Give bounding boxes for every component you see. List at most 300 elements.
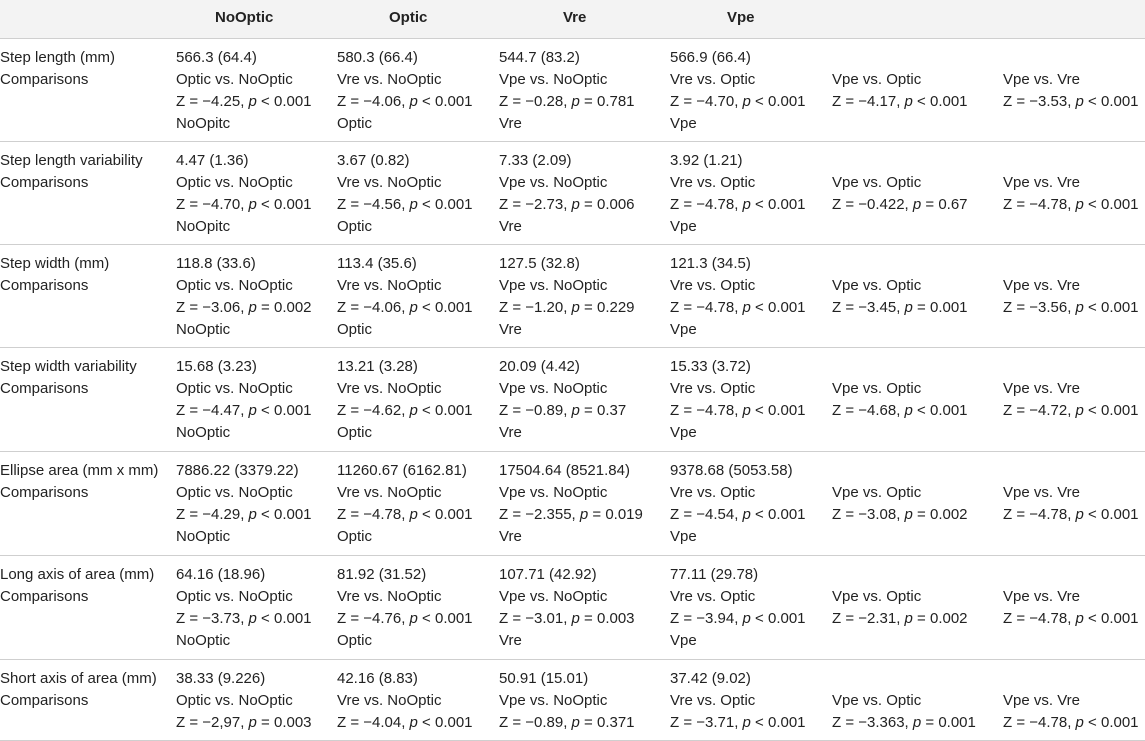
mean-sd: 118.8 (33.6) <box>176 255 256 272</box>
p-value: = 0.781 <box>579 93 635 110</box>
p-value: = 0.002 <box>912 610 968 627</box>
z-value: Z = −4.78, <box>670 402 743 419</box>
p-symbol: p <box>742 610 751 627</box>
p-symbol: p <box>409 610 418 627</box>
measure-name: Ellipse area (mm x mm) <box>0 462 159 479</box>
reference-group: Vpe <box>670 632 697 649</box>
z-value: Z = −0.89, <box>499 714 572 731</box>
comparison-label: Optic vs. NoOptic <box>176 484 293 501</box>
mean-sd: 127.5 (32.8) <box>499 255 580 272</box>
mean-sd: 13.21 (3.28) <box>337 358 418 375</box>
stat-line <box>337 91 473 113</box>
row-label-cell <box>0 460 158 504</box>
p-value: < 0.001 <box>750 506 806 523</box>
stat-line <box>337 297 473 319</box>
p-symbol: p <box>912 196 922 213</box>
p-value: < 0.001 <box>912 402 968 419</box>
table-header-row <box>0 0 1145 39</box>
cell-vpe-optic <box>832 460 968 526</box>
reference-group: Vre <box>499 115 522 132</box>
z-value: Z = −4.70, <box>670 93 743 110</box>
comparison-label: Vre vs. NoOptic <box>337 71 442 88</box>
stat-line <box>670 712 806 734</box>
p-symbol: p <box>904 506 913 523</box>
p-symbol: p <box>1075 196 1084 213</box>
stat-line <box>337 712 473 734</box>
p-symbol: p <box>904 402 913 419</box>
row-label-cell <box>0 47 115 91</box>
reference-group: Optic <box>337 528 373 545</box>
p-value: = 0.019 <box>588 506 643 523</box>
p-symbol: p <box>1075 93 1084 110</box>
p-value: = 0.003 <box>579 610 635 627</box>
z-value: Z = −3.45, <box>832 299 905 316</box>
stat-line <box>1003 194 1139 216</box>
comparison-label: Optic vs. NoOptic <box>176 380 293 397</box>
p-symbol: p <box>742 299 751 316</box>
measure-name: Step width (mm) <box>0 255 110 272</box>
p-value: < 0.001 <box>417 196 473 213</box>
measure-name: Long axis of area (mm) <box>0 566 155 583</box>
comparison-label: Optic vs. NoOptic <box>176 692 293 709</box>
p-symbol: p <box>1075 402 1084 419</box>
z-value: Z = −3.94, <box>670 610 743 627</box>
comparison-label: Optic vs. NoOptic <box>176 71 293 88</box>
comparison-label: Vpe vs. Optic <box>832 588 922 605</box>
comparison-label: Vpe vs. NoOptic <box>499 692 608 709</box>
cell-vpe-optic <box>832 564 968 630</box>
comparison-label: Vpe vs. Vre <box>1003 588 1080 605</box>
stat-line <box>176 297 312 319</box>
comparison-label: Vpe vs. Optic <box>832 484 922 501</box>
stat-line <box>337 400 473 422</box>
p-value: < 0.001 <box>750 196 806 213</box>
stat-line <box>499 608 635 630</box>
mean-sd <box>832 150 968 172</box>
p-symbol: p <box>912 714 922 731</box>
p-value: < 0.001 <box>256 610 312 627</box>
p-value: < 0.001 <box>417 299 473 316</box>
table-row-group <box>0 38 1145 142</box>
mean-sd <box>832 47 968 69</box>
comparisons-label: Comparisons <box>0 277 89 294</box>
z-value: Z = −4.78, <box>1003 610 1076 627</box>
measure-name: Step width variability <box>0 358 137 375</box>
p-symbol: p <box>248 299 257 316</box>
cell-optic <box>337 460 473 548</box>
p-value: < 0.001 <box>912 93 968 110</box>
p-symbol: p <box>579 506 589 523</box>
stat-line <box>176 712 312 734</box>
z-value: Z = −4.78, <box>670 299 743 316</box>
p-value: < 0.001 <box>1083 299 1139 316</box>
z-value: Z = −4.54, <box>670 506 743 523</box>
comparison-label: Vre vs. NoOptic <box>337 484 442 501</box>
mean-sd: 50.91 (15.01) <box>499 670 589 687</box>
reference-group: Vpe <box>670 321 697 338</box>
stat-line <box>832 504 968 526</box>
mean-sd <box>1003 564 1139 586</box>
cell-vpe <box>670 668 806 734</box>
mean-sd: 81.92 (31.52) <box>337 566 427 583</box>
z-value: Z = −4.78, <box>1003 714 1076 731</box>
mean-sd: 566.3 (64.4) <box>176 49 257 66</box>
p-symbol: p <box>742 506 751 523</box>
reference-group: Vpe <box>670 424 697 441</box>
stat-line <box>176 608 312 630</box>
cell-vpe-vre <box>1003 253 1139 319</box>
cell-optic <box>337 253 473 341</box>
mean-sd: 7.33 (2.09) <box>499 152 572 169</box>
comparison-label: Vpe vs. Optic <box>832 380 922 397</box>
comparison-label: Vpe vs. NoOptic <box>499 588 608 605</box>
p-value: = 0.002 <box>912 506 968 523</box>
cell-optic <box>337 668 473 734</box>
table-row-group <box>0 347 1145 452</box>
stat-line <box>1003 712 1139 734</box>
table-row-group <box>0 659 1145 741</box>
cell-nooptic <box>176 356 312 444</box>
z-value: Z = −3.363, <box>832 714 913 731</box>
cell-optic <box>337 564 473 652</box>
stat-line <box>499 91 635 113</box>
stat-line <box>499 194 635 216</box>
z-value: Z = −4.06, <box>337 93 410 110</box>
comparison-label: Vpe vs. Vre <box>1003 380 1080 397</box>
p-value: = 0.006 <box>579 196 635 213</box>
z-value: Z = −4.76, <box>337 610 410 627</box>
p-symbol: p <box>742 93 751 110</box>
cell-vpe-optic <box>832 668 976 734</box>
p-symbol: p <box>1075 506 1084 523</box>
reference-group: NoOpitc <box>176 115 231 132</box>
reference-group: Vre <box>499 632 522 649</box>
stat-line <box>337 608 473 630</box>
cell-vpe-optic <box>832 253 968 319</box>
comparison-label: Vpe vs. Vre <box>1003 484 1080 501</box>
cell-vpe <box>670 460 806 548</box>
mean-sd: 566.9 (66.4) <box>670 49 751 66</box>
p-symbol: p <box>248 714 257 731</box>
mean-sd <box>1003 356 1139 378</box>
z-value: Z = −2.31, <box>832 610 905 627</box>
p-symbol: p <box>409 196 418 213</box>
comparison-label: Vre vs. Optic <box>670 277 756 294</box>
mean-sd <box>832 564 968 586</box>
stat-line <box>670 91 806 113</box>
z-value: Z = −3.53, <box>1003 93 1076 110</box>
comparison-label: Vpe vs. Vre <box>1003 71 1080 88</box>
cell-vre <box>499 356 626 444</box>
cell-vre <box>499 460 643 548</box>
p-symbol: p <box>248 93 257 110</box>
p-value: = 0.002 <box>256 299 312 316</box>
comparison-label: Optic vs. NoOptic <box>176 588 293 605</box>
p-value: = 0.003 <box>256 714 312 731</box>
p-value: < 0.001 <box>417 93 473 110</box>
z-value: Z = −4.72, <box>1003 402 1076 419</box>
mean-sd: 121.3 (34.5) <box>670 255 751 272</box>
stat-line <box>176 504 312 526</box>
p-value: < 0.001 <box>256 402 312 419</box>
z-value: Z = −3.06, <box>176 299 249 316</box>
z-value: Z = −3.73, <box>176 610 249 627</box>
z-value: Z = −3.56, <box>1003 299 1076 316</box>
p-symbol: p <box>1075 299 1084 316</box>
z-value: Z = −2.355, <box>499 506 580 523</box>
p-value: = 0.229 <box>579 299 635 316</box>
mean-sd <box>1003 150 1139 172</box>
reference-group: Optic <box>337 632 373 649</box>
reference-group: Optic <box>337 321 373 338</box>
cell-vpe-optic <box>832 47 968 113</box>
reference-group: Vre <box>499 321 522 338</box>
measure-name: Step length variability <box>0 152 143 169</box>
reference-group: NoOptic <box>176 321 231 338</box>
table-row-group <box>0 555 1145 660</box>
p-value: < 0.001 <box>417 402 473 419</box>
comparison-label: Vpe vs. NoOptic <box>499 174 608 191</box>
comparison-label: Vpe vs. Optic <box>832 174 922 191</box>
p-symbol: p <box>571 610 580 627</box>
p-value: < 0.001 <box>1083 714 1139 731</box>
mean-sd <box>1003 668 1139 690</box>
p-value: = 0.37 <box>579 402 627 419</box>
p-value: < 0.001 <box>256 196 312 213</box>
comparison-label: Vre vs. Optic <box>670 174 756 191</box>
stat-line <box>670 400 806 422</box>
cell-vpe-vre <box>1003 356 1139 422</box>
header-optic: Optic <box>389 9 428 26</box>
p-symbol: p <box>409 402 418 419</box>
p-symbol: p <box>248 610 257 627</box>
reference-group: Vre <box>499 528 522 545</box>
stat-line <box>832 297 968 319</box>
stat-line <box>1003 297 1139 319</box>
z-value: Z = −4.62, <box>337 402 410 419</box>
stat-line <box>832 608 968 630</box>
stat-line <box>1003 504 1139 526</box>
p-value: = 0.371 <box>579 714 635 731</box>
stat-line <box>670 608 806 630</box>
z-value: Z = −0.28, <box>499 93 572 110</box>
stat-line <box>670 504 806 526</box>
p-value: < 0.001 <box>1083 196 1139 213</box>
comparison-label: Vre vs. NoOptic <box>337 277 442 294</box>
header-nooptic: NoOptic <box>215 9 274 26</box>
z-value: Z = −2,97, <box>176 714 249 731</box>
z-value: Z = −4.78, <box>1003 196 1076 213</box>
comparison-label: Vpe vs. Optic <box>832 71 922 88</box>
p-value: < 0.001 <box>256 93 312 110</box>
comparison-label: Vpe vs. NoOptic <box>499 380 608 397</box>
comparison-label: Vre vs. NoOptic <box>337 174 442 191</box>
mean-sd <box>832 356 968 378</box>
cell-nooptic <box>176 47 312 135</box>
comparison-label: Vre vs. Optic <box>670 484 756 501</box>
comparisons-label: Comparisons <box>0 692 89 709</box>
mean-sd: 113.4 (35.6) <box>337 255 417 272</box>
header-vpe: Vpe <box>727 9 755 26</box>
comparison-label: Vre vs. Optic <box>670 588 756 605</box>
reference-group: Vre <box>499 424 522 441</box>
z-value: Z = −4.68, <box>832 402 905 419</box>
z-value: Z = −0.89, <box>499 402 572 419</box>
stat-line <box>832 400 968 422</box>
mean-sd: 20.09 (4.42) <box>499 358 580 375</box>
comparisons-label: Comparisons <box>0 174 89 191</box>
mean-sd: 3.92 (1.21) <box>670 152 743 169</box>
p-value: < 0.001 <box>417 610 473 627</box>
table-row-group <box>0 451 1145 556</box>
cell-vpe-vre <box>1003 668 1139 734</box>
z-value: Z = −4.06, <box>337 299 410 316</box>
z-value: Z = −4.56, <box>337 196 410 213</box>
cell-vpe <box>670 356 806 444</box>
reference-group: NoOptic <box>176 424 231 441</box>
z-value: Z = −4.78, <box>1003 506 1076 523</box>
mean-sd: 9378.68 (5053.58) <box>670 462 793 479</box>
mean-sd <box>1003 47 1139 69</box>
mean-sd: 17504.64 (8521.84) <box>499 462 630 479</box>
table-row-group <box>0 141 1145 245</box>
p-symbol: p <box>248 506 257 523</box>
stat-line <box>499 297 635 319</box>
header-vre: Vre <box>563 9 587 26</box>
p-symbol: p <box>571 299 580 316</box>
z-value: Z = −4.17, <box>832 93 905 110</box>
reference-group: Vre <box>499 218 522 235</box>
mean-sd: 15.68 (3.23) <box>176 358 257 375</box>
comparison-label: Optic vs. NoOptic <box>176 277 293 294</box>
p-value: = 0.67 <box>921 196 968 213</box>
p-symbol: p <box>571 714 580 731</box>
stat-line <box>499 712 635 734</box>
z-value: Z = −4.04, <box>337 714 410 731</box>
mean-sd: 544.7 (83.2) <box>499 49 580 66</box>
cell-vre <box>499 253 635 341</box>
mean-sd: 42.16 (8.83) <box>337 670 418 687</box>
comparison-label: Vre vs. Optic <box>670 692 756 709</box>
mean-sd: 15.33 (3.72) <box>670 358 751 375</box>
p-value: < 0.001 <box>750 714 806 731</box>
stat-line <box>337 504 473 526</box>
z-value: Z = −3.01, <box>499 610 572 627</box>
p-value: < 0.001 <box>1083 93 1139 110</box>
cell-nooptic <box>176 668 312 734</box>
z-value: Z = −4.29, <box>176 506 249 523</box>
comparison-label: Vre vs. Optic <box>670 71 756 88</box>
mean-sd: 37.42 (9.02) <box>670 670 751 687</box>
reference-group: Optic <box>337 424 373 441</box>
reference-group: NoOpitc <box>176 218 231 235</box>
cell-vre <box>499 564 635 652</box>
mean-sd: 580.3 (66.4) <box>337 49 418 66</box>
cell-vpe-vre <box>1003 564 1139 630</box>
cell-nooptic <box>176 150 312 238</box>
table-row-group <box>0 244 1145 348</box>
cell-nooptic <box>176 564 312 652</box>
z-value: Z = −3.71, <box>670 714 743 731</box>
reference-group: Optic <box>337 115 373 132</box>
cell-vre <box>499 668 635 734</box>
p-symbol: p <box>409 299 418 316</box>
mean-sd: 11260.67 (6162.81) <box>337 462 467 479</box>
comparison-label: Vpe vs. NoOptic <box>499 277 608 294</box>
comparison-label: Vre vs. NoOptic <box>337 588 442 605</box>
p-value: = 0.001 <box>921 714 976 731</box>
mean-sd <box>832 253 968 275</box>
reference-group: Vpe <box>670 528 697 545</box>
measure-name: Step length (mm) <box>0 49 116 66</box>
comparison-label: Vpe vs. Optic <box>832 692 922 709</box>
p-value: < 0.001 <box>1083 506 1139 523</box>
cell-nooptic <box>176 460 312 548</box>
comparison-label: Vpe vs. Optic <box>832 277 922 294</box>
stat-line <box>176 400 312 422</box>
measure-name: Short axis of area (mm) <box>0 670 157 687</box>
cell-vpe-vre <box>1003 460 1139 526</box>
p-value: = 0.001 <box>912 299 968 316</box>
comparison-label: Vpe vs. Vre <box>1003 174 1080 191</box>
p-value: < 0.001 <box>750 402 806 419</box>
comparison-label: Optic vs. NoOptic <box>176 174 293 191</box>
comparison-label: Vpe vs. NoOptic <box>499 484 608 501</box>
p-symbol: p <box>904 610 913 627</box>
cell-nooptic <box>176 253 312 341</box>
mean-sd: 38.33 (9.226) <box>176 670 266 687</box>
stat-line <box>832 91 968 113</box>
p-symbol: p <box>409 714 418 731</box>
mean-sd <box>832 460 968 482</box>
mean-sd: 107.71 (42.92) <box>499 566 597 583</box>
p-symbol: p <box>1075 610 1084 627</box>
p-symbol: p <box>742 714 751 731</box>
mean-sd <box>1003 460 1139 482</box>
z-value: Z = −4.78, <box>670 196 743 213</box>
comparisons-label: Comparisons <box>0 380 89 397</box>
stat-line <box>1003 91 1139 113</box>
stat-line <box>176 194 312 216</box>
comparison-label: Vre vs. Optic <box>670 380 756 397</box>
cell-optic <box>337 150 473 238</box>
mean-sd <box>1003 253 1139 275</box>
comparison-label: Vre vs. NoOptic <box>337 380 442 397</box>
mean-sd: 3.67 (0.82) <box>337 152 410 169</box>
stat-line <box>670 194 806 216</box>
row-label-cell <box>0 668 157 712</box>
p-value: < 0.001 <box>417 506 473 523</box>
reference-group: Optic <box>337 218 373 235</box>
cell-vpe <box>670 253 806 341</box>
p-symbol: p <box>742 402 751 419</box>
mean-sd: 4.47 (1.36) <box>176 152 249 169</box>
mean-sd: 64.16 (18.96) <box>176 566 266 583</box>
cell-vpe-vre <box>1003 150 1139 216</box>
stat-line <box>1003 608 1139 630</box>
z-value: Z = −4.70, <box>176 196 249 213</box>
stat-line <box>499 400 626 422</box>
z-value: Z = −3.08, <box>832 506 905 523</box>
p-value: < 0.001 <box>1083 402 1139 419</box>
p-symbol: p <box>1075 714 1084 731</box>
stat-line <box>832 712 976 734</box>
p-value: < 0.001 <box>750 610 806 627</box>
p-value: < 0.001 <box>417 714 473 731</box>
cell-vpe-optic <box>832 356 968 422</box>
cell-vpe <box>670 564 806 652</box>
p-symbol: p <box>248 196 257 213</box>
